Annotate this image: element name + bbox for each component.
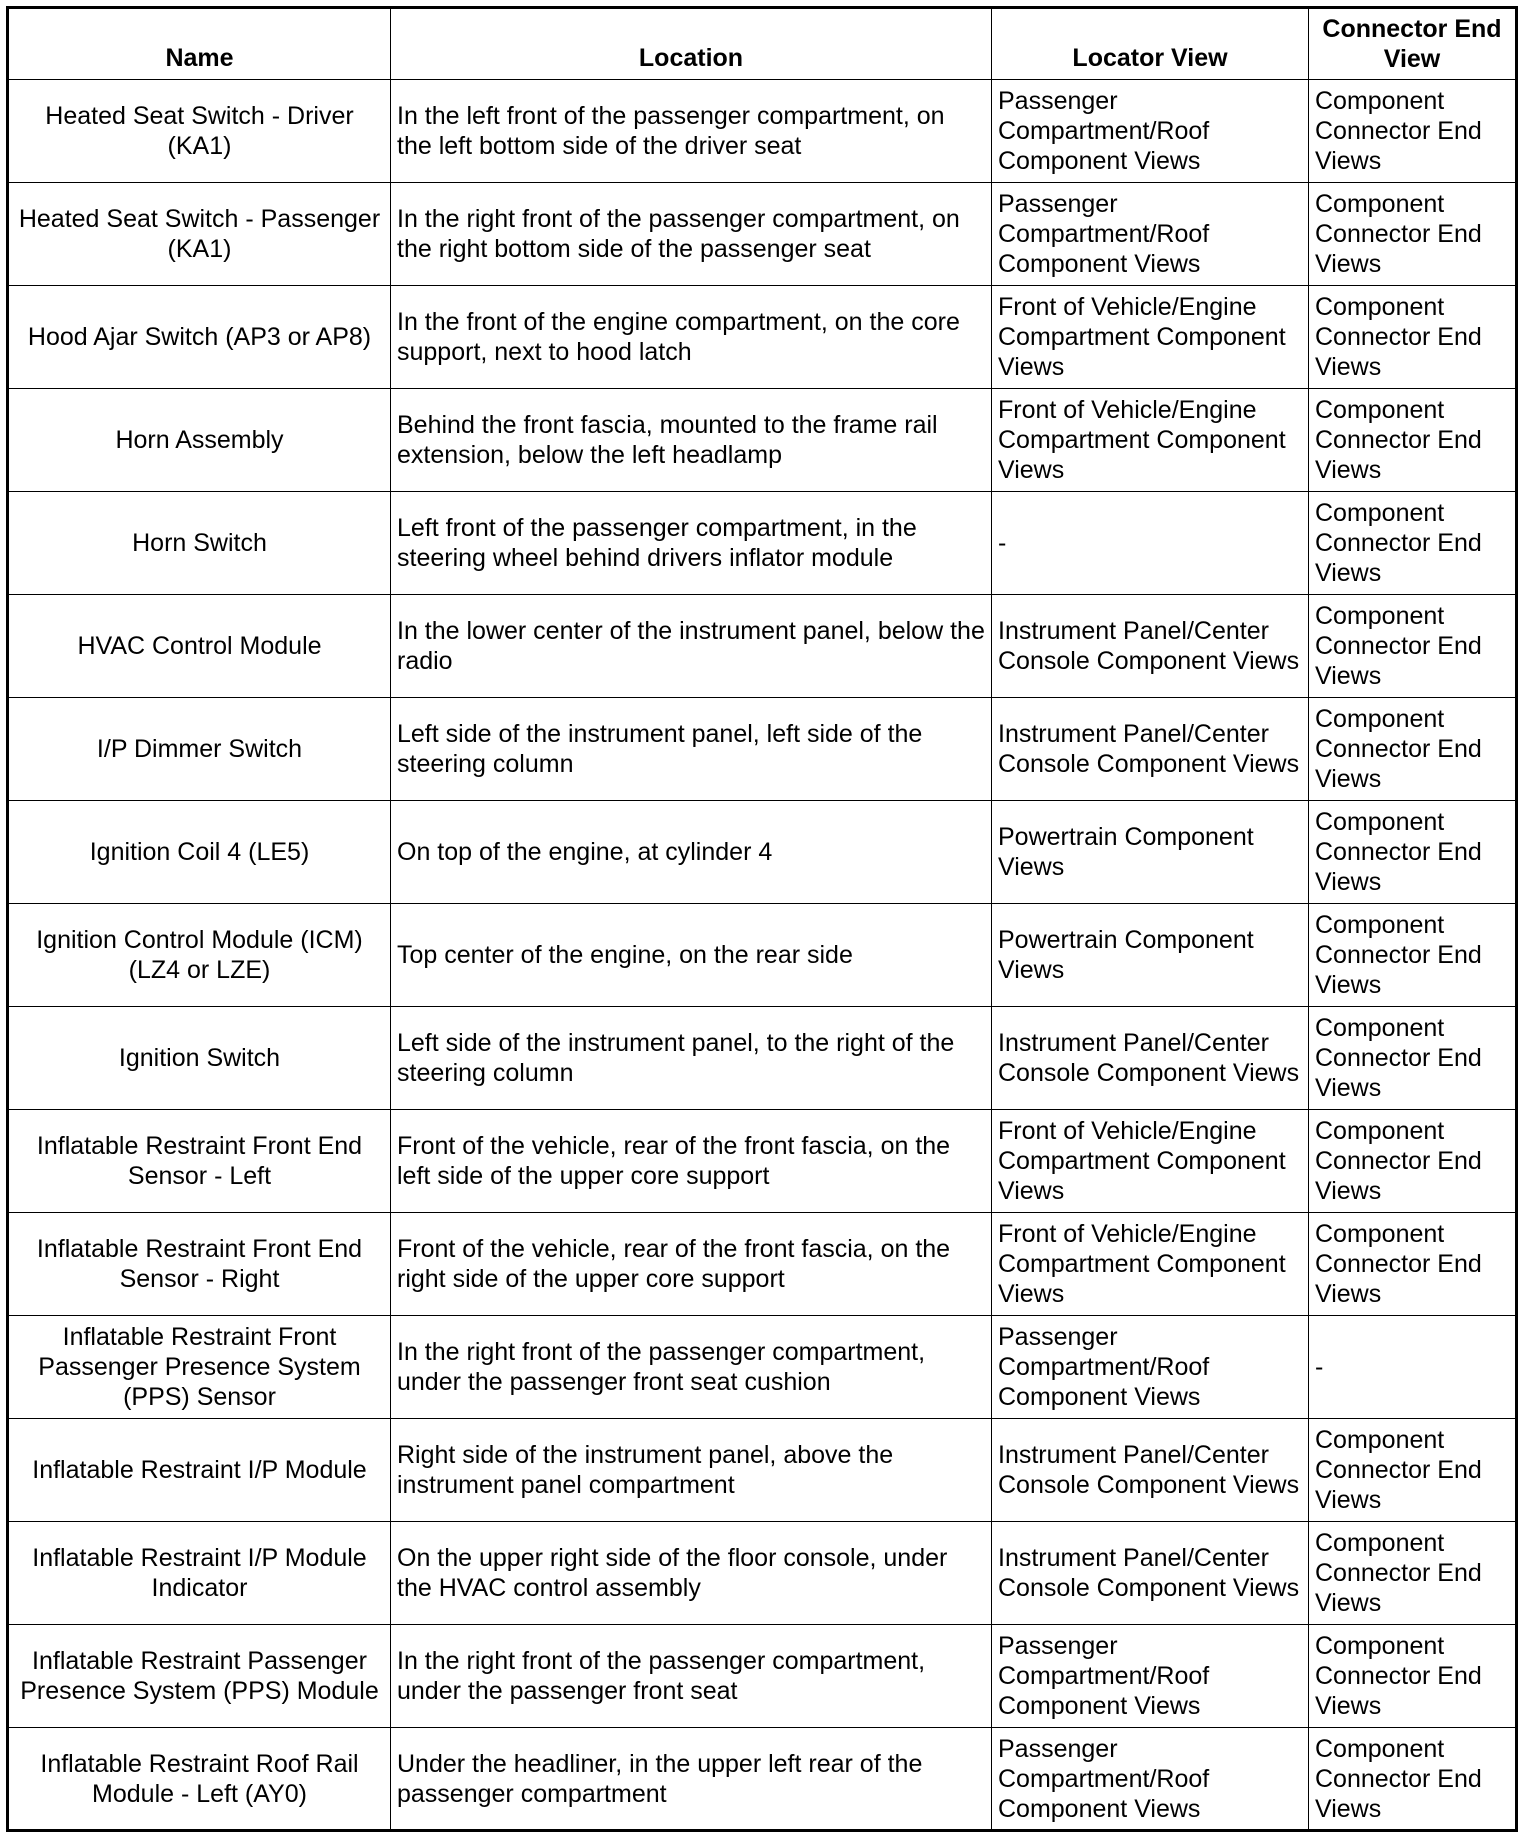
cell-locator: Front of Vehicle/Engine Compartment Component Views bbox=[992, 286, 1309, 389]
cell-connector: Component Connector End Views bbox=[1309, 698, 1517, 801]
header-row bbox=[8, 8, 1517, 80]
cell-connector: Component Connector End Views bbox=[1309, 595, 1517, 698]
cell-location: In the front of the engine compartment, on the core support, next to hood latch bbox=[391, 286, 992, 389]
cell-locator: Passenger Compartment/Roof Component Views bbox=[992, 183, 1309, 286]
cell-name: Horn Switch bbox=[8, 492, 391, 595]
cell-connector: Component Connector End Views bbox=[1309, 80, 1517, 183]
cell-locator: Front of Vehicle/Engine Compartment Component Views bbox=[992, 389, 1309, 492]
table-row bbox=[8, 801, 1517, 904]
table-row bbox=[8, 492, 1517, 595]
cell-connector: Component Connector End Views bbox=[1309, 904, 1517, 1007]
table-row bbox=[8, 1728, 1517, 1831]
table-row bbox=[8, 1316, 1517, 1419]
cell-location: In the right front of the passenger compartment, under the passenger front seat bbox=[391, 1625, 992, 1728]
cell-location: On the upper right side of the floor console, under the HVAC control assembly bbox=[391, 1522, 992, 1625]
table-row bbox=[8, 904, 1517, 1007]
cell-connector: Component Connector End Views bbox=[1309, 1007, 1517, 1110]
cell-locator: Passenger Compartment/Roof Component Views bbox=[992, 80, 1309, 183]
cell-name: Inflatable Restraint I/P Module Indicator bbox=[8, 1522, 391, 1625]
cell-connector: Component Connector End Views bbox=[1309, 1419, 1517, 1522]
table-row bbox=[8, 595, 1517, 698]
cell-connector: Component Connector End Views bbox=[1309, 492, 1517, 595]
cell-connector: Component Connector End Views bbox=[1309, 1522, 1517, 1625]
cell-name: I/P Dimmer Switch bbox=[8, 698, 391, 801]
cell-name: Ignition Coil 4 (LE5) bbox=[8, 801, 391, 904]
cell-location: In the right front of the passenger compartment, under the passenger front seat cushion bbox=[391, 1316, 992, 1419]
header-location: Location bbox=[391, 8, 992, 80]
table-row bbox=[8, 286, 1517, 389]
cell-location: In the lower center of the instrument panel, below the radio bbox=[391, 595, 992, 698]
cell-locator: Instrument Panel/Center Console Component Views bbox=[992, 1419, 1309, 1522]
cell-location: On top of the engine, at cylinder 4 bbox=[391, 801, 992, 904]
cell-locator: Front of Vehicle/Engine Compartment Component Views bbox=[992, 1213, 1309, 1316]
cell-location: Top center of the engine, on the rear side bbox=[391, 904, 992, 1007]
cell-locator: Powertrain Component Views bbox=[992, 801, 1309, 904]
cell-name: Inflatable Restraint Passenger Presence System (PPS) Module bbox=[8, 1625, 391, 1728]
cell-location: In the right front of the passenger compartment, on the right bottom side of the passenger seat bbox=[391, 183, 992, 286]
cell-location: Front of the vehicle, rear of the front fascia, on the right side of the upper core support bbox=[391, 1213, 992, 1316]
cell-connector: Component Connector End Views bbox=[1309, 1728, 1517, 1831]
cell-name: Inflatable Restraint I/P Module bbox=[8, 1419, 391, 1522]
table-row bbox=[8, 183, 1517, 286]
table-row bbox=[8, 1419, 1517, 1522]
component-locator-table bbox=[6, 6, 1518, 1832]
header-locator-view: Locator View bbox=[992, 8, 1309, 80]
cell-connector: Component Connector End Views bbox=[1309, 389, 1517, 492]
cell-locator: Front of Vehicle/Engine Compartment Component Views bbox=[992, 1110, 1309, 1213]
cell-connector: Component Connector End Views bbox=[1309, 1625, 1517, 1728]
cell-locator: - bbox=[992, 492, 1309, 595]
table-row bbox=[8, 1213, 1517, 1316]
table-row bbox=[8, 389, 1517, 492]
cell-locator: Instrument Panel/Center Console Component Views bbox=[992, 698, 1309, 801]
table-body bbox=[8, 80, 1517, 1831]
cell-connector: - bbox=[1309, 1316, 1517, 1419]
cell-connector: Component Connector End Views bbox=[1309, 1110, 1517, 1213]
cell-name: Ignition Control Module (ICM) (LZ4 or LZE) bbox=[8, 904, 391, 1007]
cell-name: Horn Assembly bbox=[8, 389, 391, 492]
cell-locator: Powertrain Component Views bbox=[992, 904, 1309, 1007]
cell-location: Under the headliner, in the upper left rear of the passenger compartment bbox=[391, 1728, 992, 1831]
cell-location: In the left front of the passenger compartment, on the left bottom side of the driver seat bbox=[391, 80, 992, 183]
cell-locator: Instrument Panel/Center Console Component Views bbox=[992, 1007, 1309, 1110]
cell-location: Behind the front fascia, mounted to the frame rail extension, below the left headlamp bbox=[391, 389, 992, 492]
table-header bbox=[8, 8, 1517, 80]
cell-location: Left side of the instrument panel, to the right of the steering column bbox=[391, 1007, 992, 1110]
cell-locator: Instrument Panel/Center Console Component Views bbox=[992, 1522, 1309, 1625]
cell-name: Inflatable Restraint Roof Rail Module - Left (AY0) bbox=[8, 1728, 391, 1831]
cell-name: Inflatable Restraint Front End Sensor - Left bbox=[8, 1110, 391, 1213]
cell-locator: Instrument Panel/Center Console Component Views bbox=[992, 595, 1309, 698]
cell-location: Right side of the instrument panel, above the instrument panel compartment bbox=[391, 1419, 992, 1522]
cell-location: Left front of the passenger compartment, in the steering wheel behind drivers inflator module bbox=[391, 492, 992, 595]
cell-connector: Component Connector End Views bbox=[1309, 1213, 1517, 1316]
cell-name: Heated Seat Switch - Driver (KA1) bbox=[8, 80, 391, 183]
table-row bbox=[8, 80, 1517, 183]
header-name: Name bbox=[8, 8, 391, 80]
table-row bbox=[8, 698, 1517, 801]
cell-locator: Passenger Compartment/Roof Component Views bbox=[992, 1625, 1309, 1728]
cell-location: Front of the vehicle, rear of the front fascia, on the left side of the upper core support bbox=[391, 1110, 992, 1213]
cell-name: Hood Ajar Switch (AP3 or AP8) bbox=[8, 286, 391, 389]
table-row bbox=[8, 1625, 1517, 1728]
cell-name: Inflatable Restraint Front Passenger Presence System (PPS) Sensor bbox=[8, 1316, 391, 1419]
table-row bbox=[8, 1522, 1517, 1625]
cell-locator: Passenger Compartment/Roof Component Views bbox=[992, 1728, 1309, 1831]
table-row bbox=[8, 1007, 1517, 1110]
header-connector-end-view: Connector End View bbox=[1309, 8, 1517, 80]
cell-location: Left side of the instrument panel, left side of the steering column bbox=[391, 698, 992, 801]
cell-locator: Passenger Compartment/Roof Component Views bbox=[992, 1316, 1309, 1419]
cell-name: Heated Seat Switch - Passenger (KA1) bbox=[8, 183, 391, 286]
cell-connector: Component Connector End Views bbox=[1309, 183, 1517, 286]
cell-name: Inflatable Restraint Front End Sensor - Right bbox=[8, 1213, 391, 1316]
cell-connector: Component Connector End Views bbox=[1309, 801, 1517, 904]
cell-connector: Component Connector End Views bbox=[1309, 286, 1517, 389]
cell-name: HVAC Control Module bbox=[8, 595, 391, 698]
cell-name: Ignition Switch bbox=[8, 1007, 391, 1110]
table-row bbox=[8, 1110, 1517, 1213]
